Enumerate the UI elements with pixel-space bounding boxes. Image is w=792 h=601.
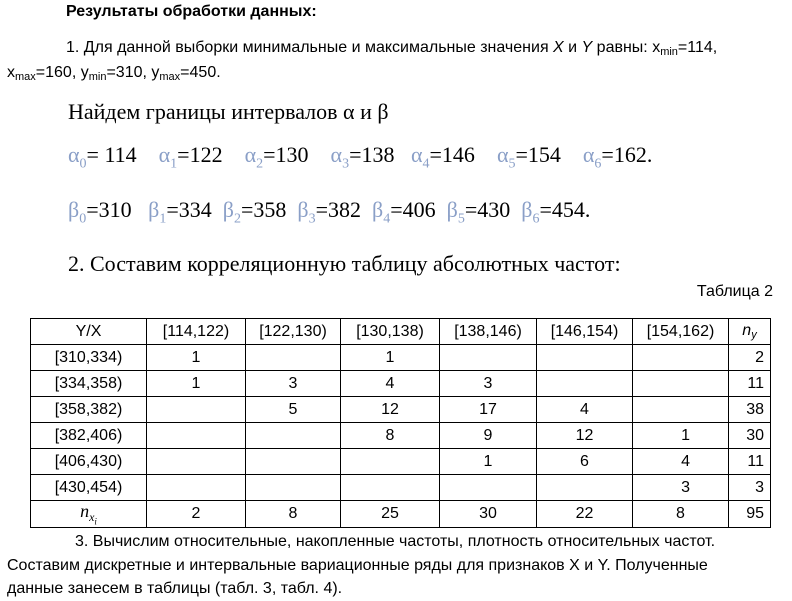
alpha-5: $\alpha_5=154$: [496, 142, 561, 172]
cell: 12: [537, 423, 633, 449]
ny-cell: 38: [729, 397, 771, 423]
nx-cell: 2: [147, 501, 246, 528]
ny-cell: 3: [729, 475, 771, 501]
ny-cell: 11: [729, 449, 771, 475]
row-label: [358,382): [31, 397, 147, 423]
cell: 1: [341, 345, 440, 371]
cell: [246, 423, 341, 449]
xmin-value: =114,: [677, 39, 718, 56]
var-y: Y: [581, 39, 593, 56]
section-2-heading: 2. Составим корреляционную таблицу абсолютных частот:: [68, 251, 621, 276]
cell: [440, 345, 537, 371]
beta-row: [68, 197, 590, 227]
cell: [537, 475, 633, 501]
row-label: [430,454): [31, 475, 147, 501]
cell: 3: [246, 371, 341, 397]
cell: [633, 397, 729, 423]
col-header: [114,122): [147, 319, 246, 345]
row-label: [310,334): [31, 345, 147, 371]
nx-cell: 8: [246, 501, 341, 528]
cell: [147, 449, 246, 475]
nx-row: [31, 501, 771, 528]
cell: 1: [147, 345, 246, 371]
section-3-line-3: данные занесем в таблицы (табл. 3, табл. 4).: [7, 580, 343, 597]
alpha-3: $\alpha_3=138$: [330, 142, 395, 172]
cell: [341, 449, 440, 475]
minmax-text-mid: и: [563, 39, 582, 56]
col-header: [154,162): [633, 319, 729, 345]
cell: 1: [440, 449, 537, 475]
ymin-value: =310, y: [106, 64, 160, 81]
table-row: [31, 449, 771, 475]
cell: 12: [341, 397, 440, 423]
nx-cell: 22: [537, 501, 633, 528]
x-letter: x: [7, 64, 15, 81]
minmax-text-a: 1. Для данной выборки минимальные и максимальные значения: [66, 39, 554, 56]
row-label: [382,406): [31, 423, 147, 449]
sub-ymax: max: [159, 71, 181, 83]
cell: [341, 475, 440, 501]
section-3-line-1: 3. Вычислим относительные, накопленные частоты, плотность относительных частот.: [75, 533, 716, 550]
table-row: [31, 345, 771, 371]
corner-cell: Y/X: [31, 319, 147, 345]
beta-3: $\beta_3=382$: [297, 197, 361, 227]
beta-1: $\beta_1=334$: [148, 197, 212, 227]
cell: 4: [633, 449, 729, 475]
cell: [246, 475, 341, 501]
sub-ymin: min: [88, 71, 107, 83]
total-cell: 95: [729, 501, 771, 528]
nx-cell: 25: [341, 501, 440, 528]
alpha-row: [68, 142, 652, 172]
cell: [246, 345, 341, 371]
cell: 3: [633, 475, 729, 501]
results-heading: Результаты обработки данных:: [66, 3, 317, 20]
correlation-table: [30, 318, 771, 528]
ny-cell: 2: [729, 345, 771, 371]
sub-min: min: [660, 46, 678, 58]
alpha-4: $\alpha_4=146$: [410, 142, 475, 172]
alpha-2: $\alpha_2=130$: [244, 142, 309, 172]
nx-cell: 30: [440, 501, 537, 528]
nx-label: $n_{x_i}$: [31, 501, 147, 528]
col-header: [130,138): [341, 319, 440, 345]
beta-0: $\beta_0=310$: [68, 197, 132, 227]
nx-cell: 8: [633, 501, 729, 528]
cell: [147, 397, 246, 423]
table-header-row: [31, 319, 771, 345]
beta-4: $\beta_4=406$: [372, 197, 436, 227]
table-row: [31, 397, 771, 423]
minmax-text-b: равны: x: [592, 39, 661, 56]
ny-cell: 11: [729, 371, 771, 397]
cell: [147, 423, 246, 449]
cell: 5: [246, 397, 341, 423]
beta-2: $\beta_2=358$: [222, 197, 287, 227]
cell: [537, 345, 633, 371]
cell: [440, 475, 537, 501]
table-row: [31, 371, 771, 397]
table-row: [31, 475, 771, 501]
minmax-line-2: [7, 64, 221, 83]
alpha-1: $\alpha_1=122$: [158, 142, 223, 172]
sub-max: max: [15, 71, 36, 83]
alpha-0: $\alpha_0= 114$: [68, 142, 137, 172]
table-label: Таблица 2: [696, 283, 773, 300]
cell: 8: [341, 423, 440, 449]
cell: 4: [341, 371, 440, 397]
cell: 6: [537, 449, 633, 475]
cell: 9: [440, 423, 537, 449]
intervals-heading: Найдем границы интервалов α и β: [68, 99, 389, 124]
table-row: [31, 423, 771, 449]
minmax-line-1: [66, 39, 717, 58]
row-label: [406,430): [31, 449, 147, 475]
ymax-value: =450.: [180, 64, 221, 81]
col-header: [146,154): [537, 319, 633, 345]
cell: [537, 371, 633, 397]
section-3-line-2: Составим дискретные и интервальные вариационные ряды для признаков X и Y. Полученные: [7, 557, 708, 574]
row-label: [334,358): [31, 371, 147, 397]
col-header: [122,130): [246, 319, 341, 345]
cell: 4: [537, 397, 633, 423]
ny-header: $n_y$: [729, 319, 771, 345]
cell: 1: [147, 371, 246, 397]
cell: [633, 345, 729, 371]
cell: 17: [440, 397, 537, 423]
alpha-6: $\alpha_6=162$.: [582, 142, 653, 172]
cell: [246, 449, 341, 475]
cell: [147, 475, 246, 501]
cell: [633, 371, 729, 397]
beta-6: $\beta_6=454$.: [521, 197, 591, 227]
var-x: X: [553, 39, 564, 56]
cell: 1: [633, 423, 729, 449]
xmax-value: =160, y: [35, 64, 89, 81]
beta-5: $\beta_5=430$: [446, 197, 511, 227]
ny-cell: 30: [729, 423, 771, 449]
cell: 3: [440, 371, 537, 397]
col-header: [138,146): [440, 319, 537, 345]
